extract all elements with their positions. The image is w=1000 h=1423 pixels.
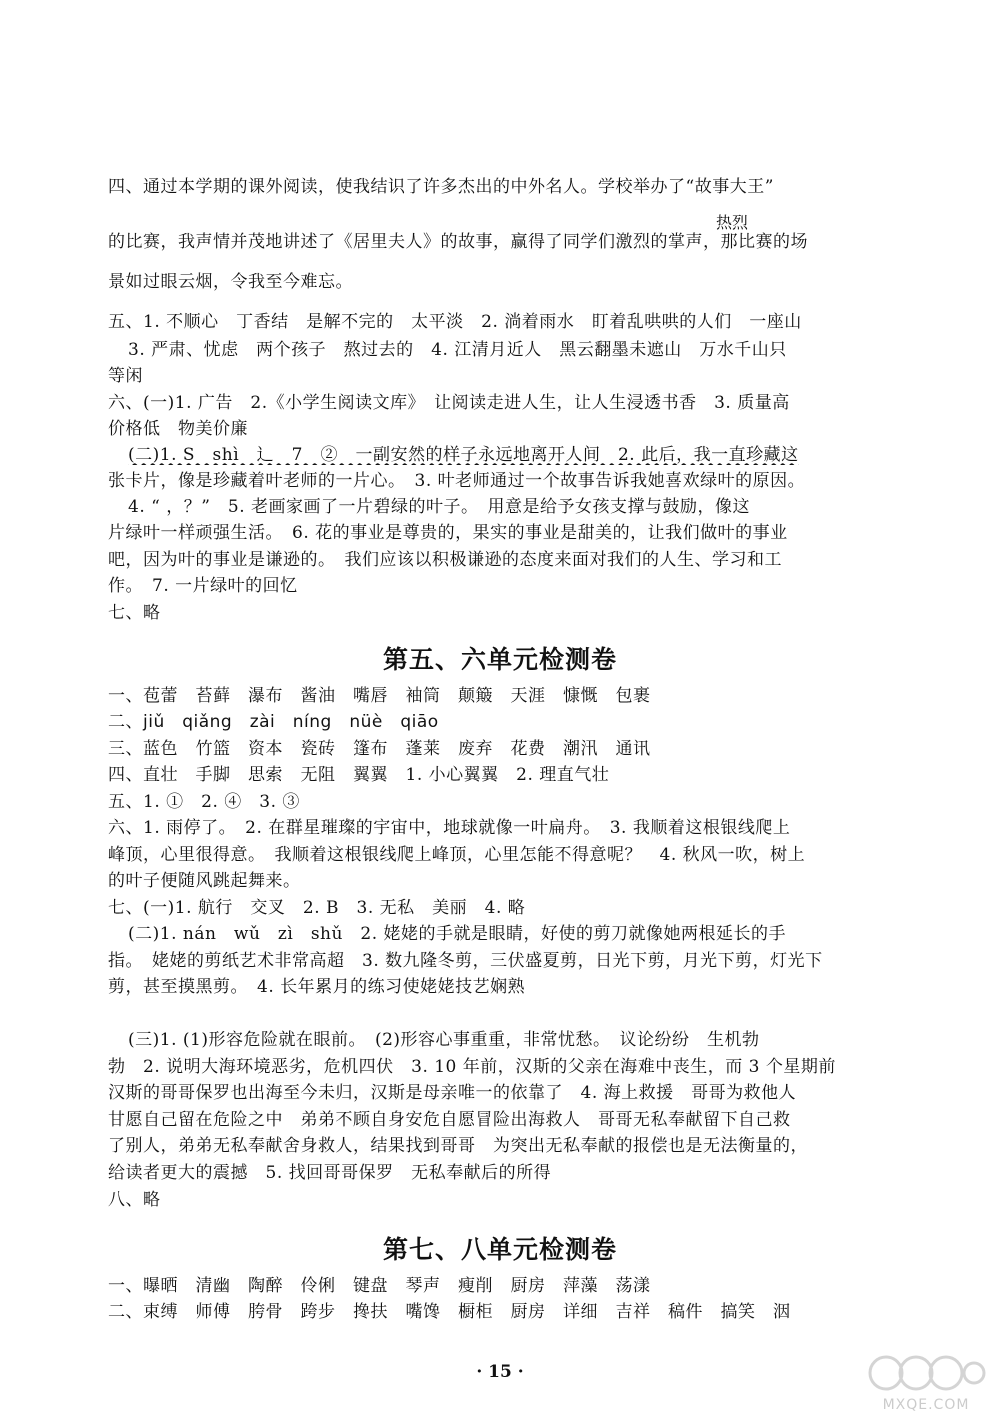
- unit56-line11: 指。 姥姥的剪纸艺术非常高超 3. 数九隆冬剪，三伏盛夏剪，日光下剪，月光下剪，灯光下: [108, 951, 823, 971]
- watermark-text: MXQE.COM: [882, 1397, 970, 1413]
- unit56-line4: 四、直壮 手脚 思索 无阻 翼翼 1. 小心翼翼 2. 理直气壮: [108, 765, 610, 785]
- unit56-line5: 五、1. ① 2. ④ 3. ③: [108, 792, 300, 812]
- unit56-line12: 剪，甚至摸黑剪。 4. 长年累月的练习使姥姥技艺娴熟: [108, 977, 526, 997]
- section6-line3: (二)1. S shì 辶 7 ② 一副安然的样子永远地离开人间 2. 此后，我一直珍藏这: [128, 445, 799, 465]
- unit56-line1: 一、苞蕾 苔藓 瀑布 酱油 嘴唇 袖筒 颠簸 天涯 慷慨 包裹: [108, 686, 651, 706]
- section4-line3: 景如过眼云烟，令我至今难忘。: [108, 272, 353, 292]
- unit78-line2: 二、束缚 师傅 胯骨 跨步 搀扶 嘴馋 橱柜 厨房 详细 吉祥 稿件 搞笑 洇: [108, 1302, 791, 1322]
- section5-line2: 3. 严肃、忧虑 两个孩子 熬过去的 4. 江清月近人 黑云翻墨未遮山 万水千山只: [128, 340, 787, 360]
- unit56-line10: (二)1. nán wǔ zì shǔ 2. 姥姥的手就是眼睛，好使的剪刀就像她两根延长的手: [128, 924, 787, 944]
- unit56-line13: (三)1. (1)形容危险就在眼前。 (2)形容心事重重，非常忧愁。 议论纷纷 生机勃: [128, 1030, 760, 1050]
- section6-line6: 片绿叶一样顽强生活。 6. 花的事业是尊贵的，果实的事业是甜美的，让我们做叶的事业: [108, 523, 788, 543]
- section4-line1: 四、通过本学期的课外阅读，使我结识了许多杰出的中外名人。学校举办了“故事大王”: [108, 177, 774, 197]
- section7-line: 七、略: [108, 603, 161, 623]
- unit56-line16: 甘愿自己留在危险之中 弟弟不顾自身安危自愿冒险出海救人 哥哥无私奉献留下自己救: [108, 1110, 791, 1130]
- section5-line3: 等闲: [108, 366, 143, 386]
- section4-line2: 的比赛，我声情并茂地讲述了《居里夫人》的故事，赢得了同学们激烈的掌声，那比赛的场: [108, 232, 808, 252]
- correction-mark: 热烈: [716, 213, 749, 232]
- unit56-line6: 六、1. 雨停了。 2. 在群星璀璨的宇宙中，地球就像一叶扁舟。 3. 我顺着这根银线爬上: [108, 818, 791, 838]
- unit56-heading: 第五、六单元检测卷: [382, 645, 617, 674]
- section6-line7: 吧，因为叶的事业是谦逊的。 我们应该以积极谦逊的态度来面对我们的人生、学习和工: [108, 550, 782, 570]
- watermark-logo: [866, 1353, 986, 1413]
- section6-line8: 作。 7. 一片绿叶的回忆: [108, 576, 298, 596]
- section5-line1: 五、1. 不顺心 丁香结 是解不完的 太平淡 2. 淌着雨水 盯着乱哄哄的人们 一座山: [108, 312, 802, 332]
- unit56-line14: 勃 2. 说明大海环境恶劣，危机四伏 3. 10 年前，汉斯的父亲在海难中丧生，而 3 个星期前: [108, 1057, 836, 1077]
- unit56-line2: 二、jiǔ qiǎng zài níng nüè qiāo: [108, 712, 439, 732]
- section6-line5: 4. “ ，？” 5. 老画家画了一片碧绿的叶子。 用意是给予女孩支撑与鼓励，像这: [128, 497, 751, 517]
- unit56-line18: 给读者更大的震撼 5. 找回哥哥保罗 无私奉献后的所得: [108, 1163, 552, 1183]
- unit56-line15: 汉斯的哥哥保罗也出海至今未归，汉斯是母亲唯一的依靠了 4. 海上救援 哥哥为救他人: [108, 1083, 797, 1103]
- unit56-line7: 峰顶，心里很得意。 我顺着这根银线爬上峰顶，心里怎能不得意呢？ 4. 秋风一吹，树上: [108, 845, 806, 865]
- unit56-line19: 八、略: [108, 1190, 161, 1210]
- section6-line4: 张卡片，像是珍藏着叶老师的一片心。 3. 叶老师通过一个故事告诉我她喜欢绿叶的原因。: [108, 471, 806, 491]
- unit56-line9: 七、(一)1. 航行 交叉 2. B 3. 无私 美丽 4. 略: [108, 898, 526, 918]
- unit56-line17: 了别人，弟弟无私奉献舍身救人，结果找到哥哥 为突出无私奉献的报偿也是无法衡量的，: [108, 1136, 808, 1156]
- page-number: · 15 ·: [476, 1362, 524, 1382]
- unit56-line3: 三、蓝色 竹篮 资本 瓷砖 篷布 蓬莱 废弃 花费 潮汛 通讯: [108, 739, 651, 759]
- unit78-heading: 第七、八单元检测卷: [382, 1235, 617, 1264]
- unit78-line1: 一、曝晒 清幽 陶醉 伶俐 键盘 琴声 瘦削 厨房 萍藻 荡漾: [108, 1276, 651, 1296]
- section6-line1: 六、(一)1. 广告 2.《小学生阅读文库》 让阅读走进人生，让人生浸透书香 3. 质量高: [108, 393, 790, 413]
- section6-line2: 价格低 物美价廉: [108, 419, 248, 439]
- unit56-line8: 的叶子便随风跳起舞来。: [108, 871, 301, 891]
